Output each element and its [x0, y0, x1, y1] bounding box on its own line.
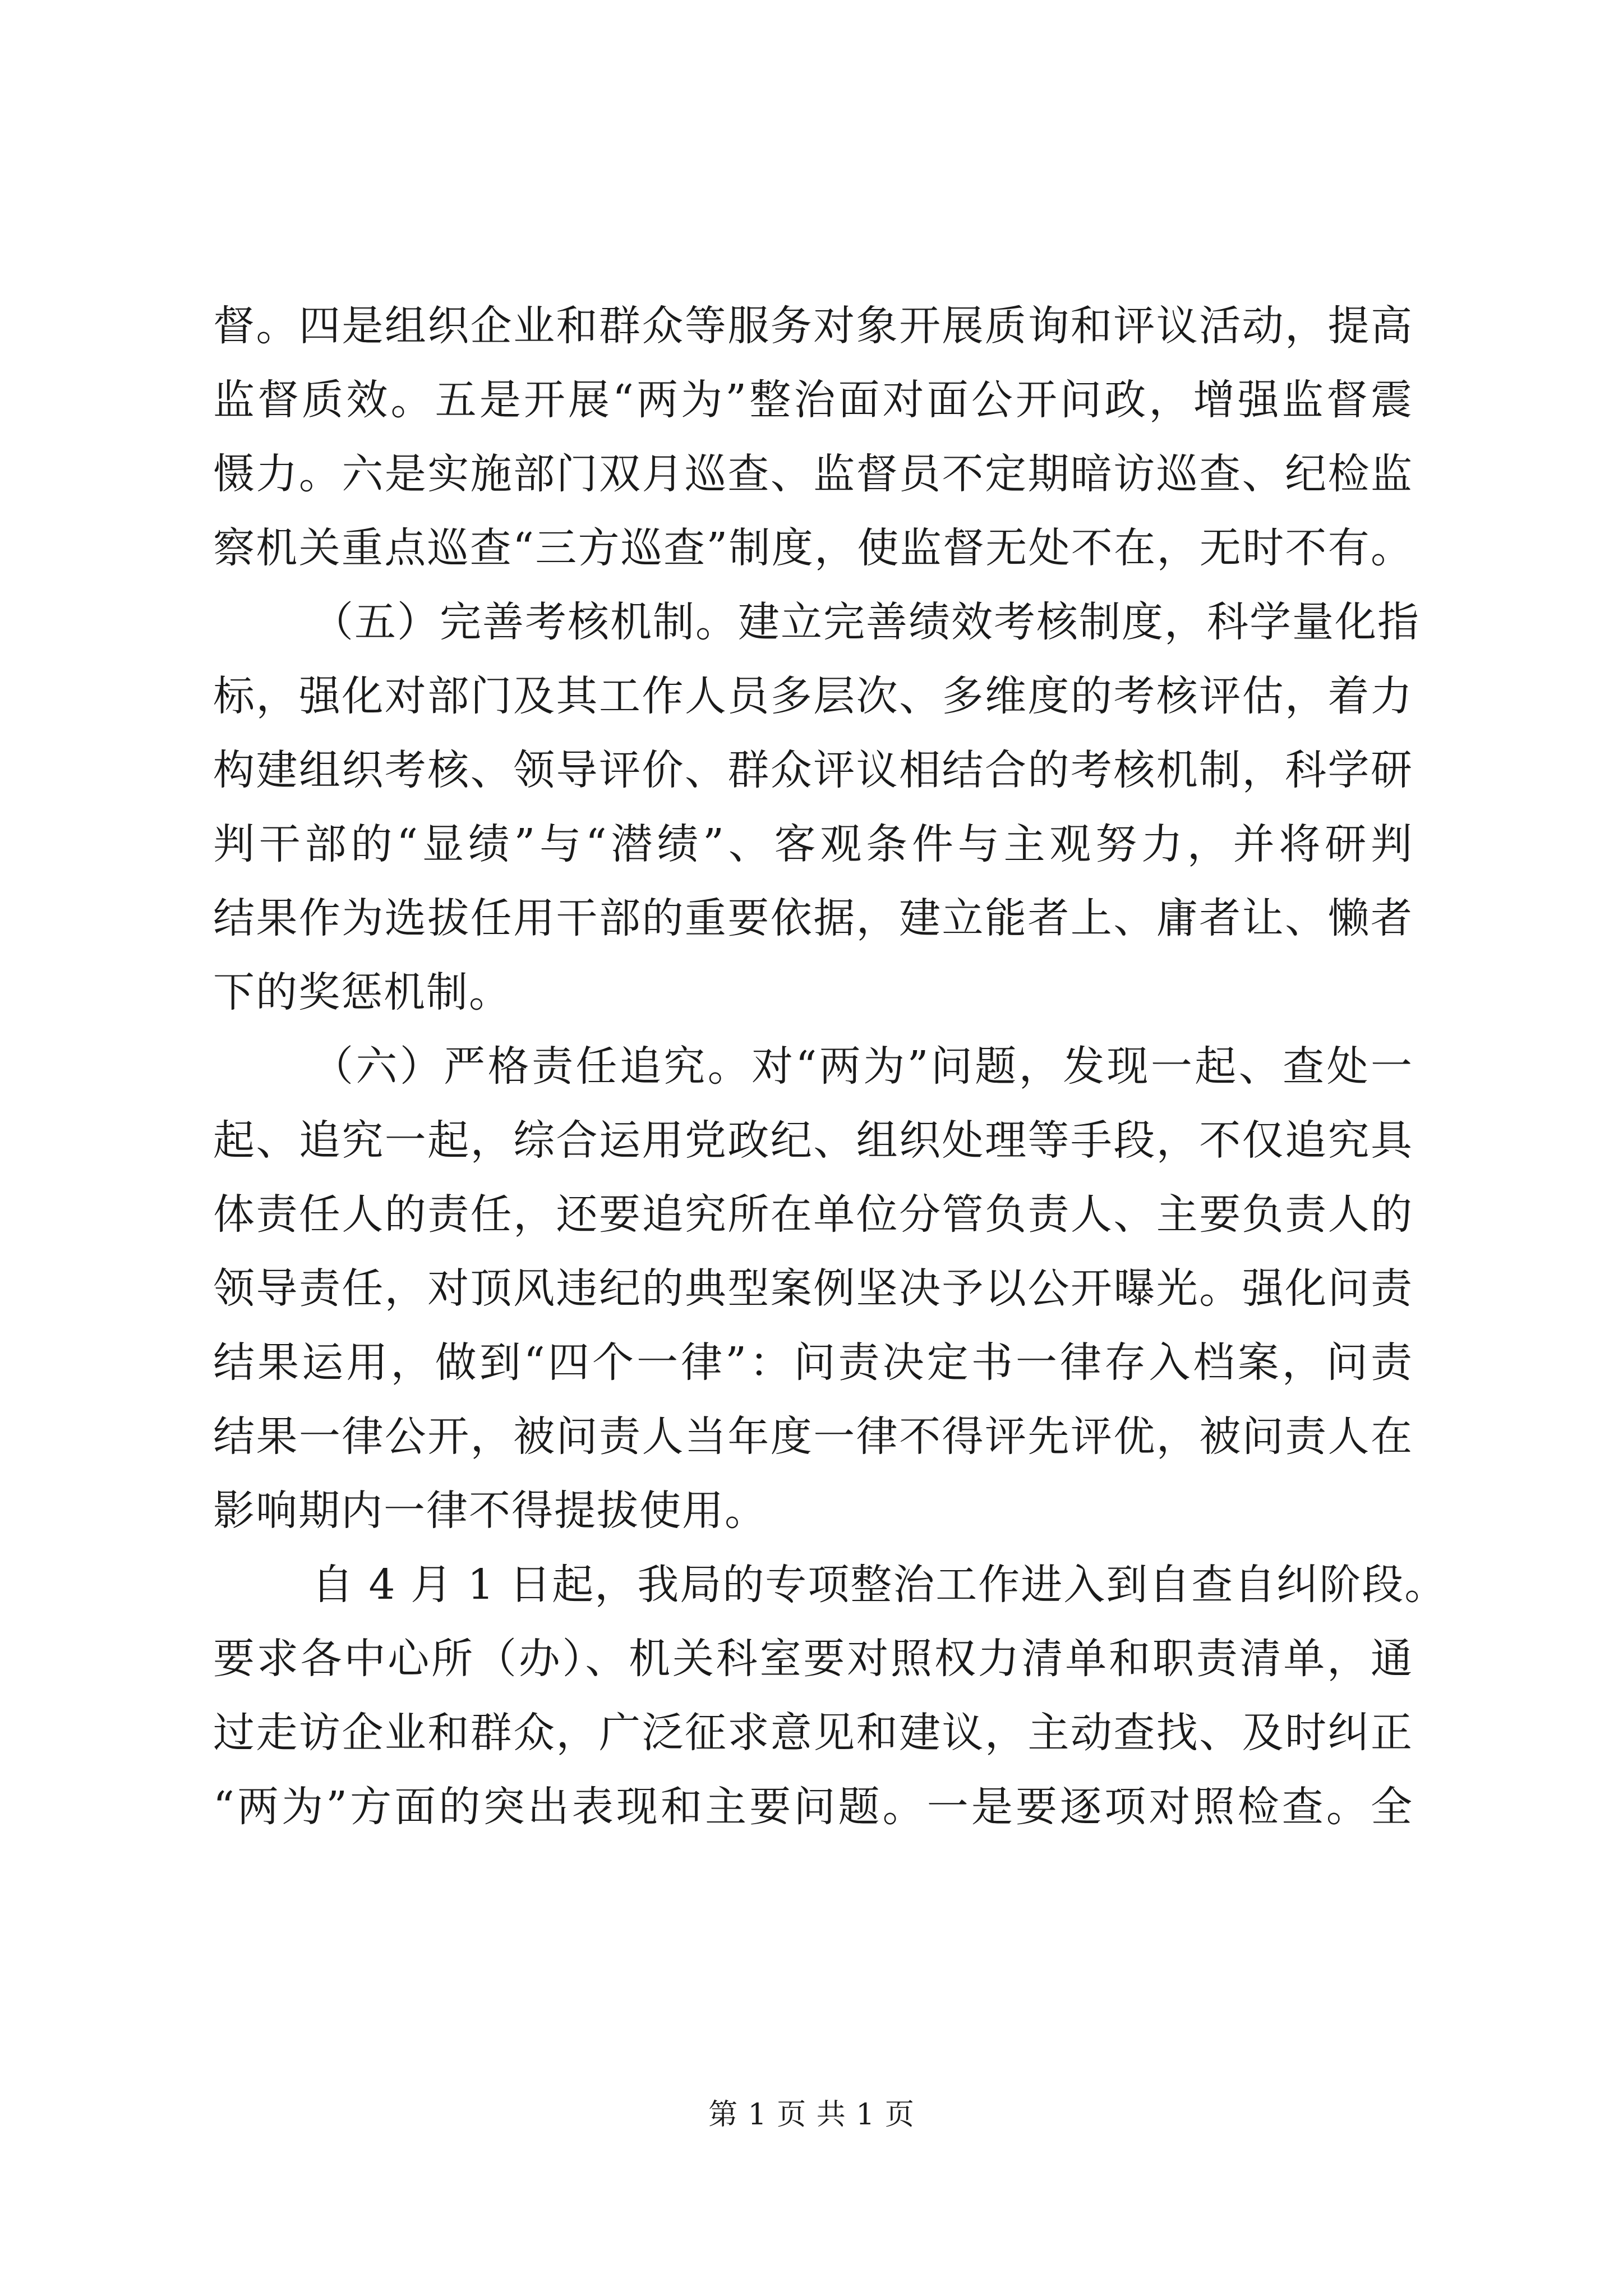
text-line: 慑力。六是实施部门双月巡查、监督员不定期暗访巡查、纪检监 — [213, 450, 1413, 498]
text-line: 察机关重点巡查“三方巡查”制度，使监督无处不在，无时不有。 — [213, 524, 1413, 572]
text-line: 下的奖惩机制。 — [213, 968, 511, 1016]
text-line: （五）完善考核机制。建立完善绩效考核制度，科学量化指 — [312, 598, 1420, 646]
text-line: 起、追究一起，综合运用党政纪、组织处理等手段，不仅追究具 — [213, 1116, 1413, 1165]
text-line: 结果运用，做到“四个一律”：问责决定书一律存入档案，问责 — [213, 1338, 1413, 1387]
text-line: 结果一律公开，被问责人当年度一律不得评先评优，被问责人在 — [213, 1412, 1413, 1461]
text-line: 监督质效。五是开展“两为”整治面对面公开问政，增强监督震 — [213, 376, 1413, 424]
text-line: “两为”方面的突出表现和主要问题。一是要逐项对照检查。全 — [213, 1783, 1413, 1831]
text-line: 影响期内一律不得提拔使用。 — [213, 1487, 767, 1535]
text-line: 过走访企业和群众，广泛征求意见和建议，主动查找、及时纠正 — [213, 1709, 1413, 1757]
text-line: 结果作为选拔任用干部的重要依据，建立能者上、庸者让、懒者 — [213, 894, 1413, 942]
page-footer: 第 1 页 共 1 页 — [708, 2098, 915, 2132]
body-text — [213, 289, 1447, 1844]
text-line: 要求各中心所（办）、机关科室要对照权力清单和职责清单，通 — [213, 1635, 1413, 1683]
text-line: 标，强化对部门及其工作人员多层次、多维度的考核评估，着力 — [213, 672, 1413, 720]
text-line: （六）严格责任追究。对“两为”问题，发现一起、查处一 — [312, 1042, 1413, 1091]
text-line: 督。四是组织企业和群众等服务对象开展质询和评议活动，提高 — [213, 302, 1413, 350]
text-line: 判干部的“显绩”与“潜绩”、客观条件与主观努力，并将研判 — [213, 820, 1413, 868]
text-line: 领导责任，对顶风违纪的典型案例坚决予以公开曝光。强化问责 — [213, 1264, 1413, 1313]
text-line: 构建组织考核、领导评价、群众评议相结合的考核机制，科学研 — [213, 746, 1413, 794]
text-line: 自 4 月 1 日起，我局的专项整治工作进入到自查自纠阶段。 — [312, 1561, 1447, 1609]
text-line: 体责任人的责任，还要追究所在单位分管负责人、主要负责人的 — [213, 1190, 1413, 1239]
